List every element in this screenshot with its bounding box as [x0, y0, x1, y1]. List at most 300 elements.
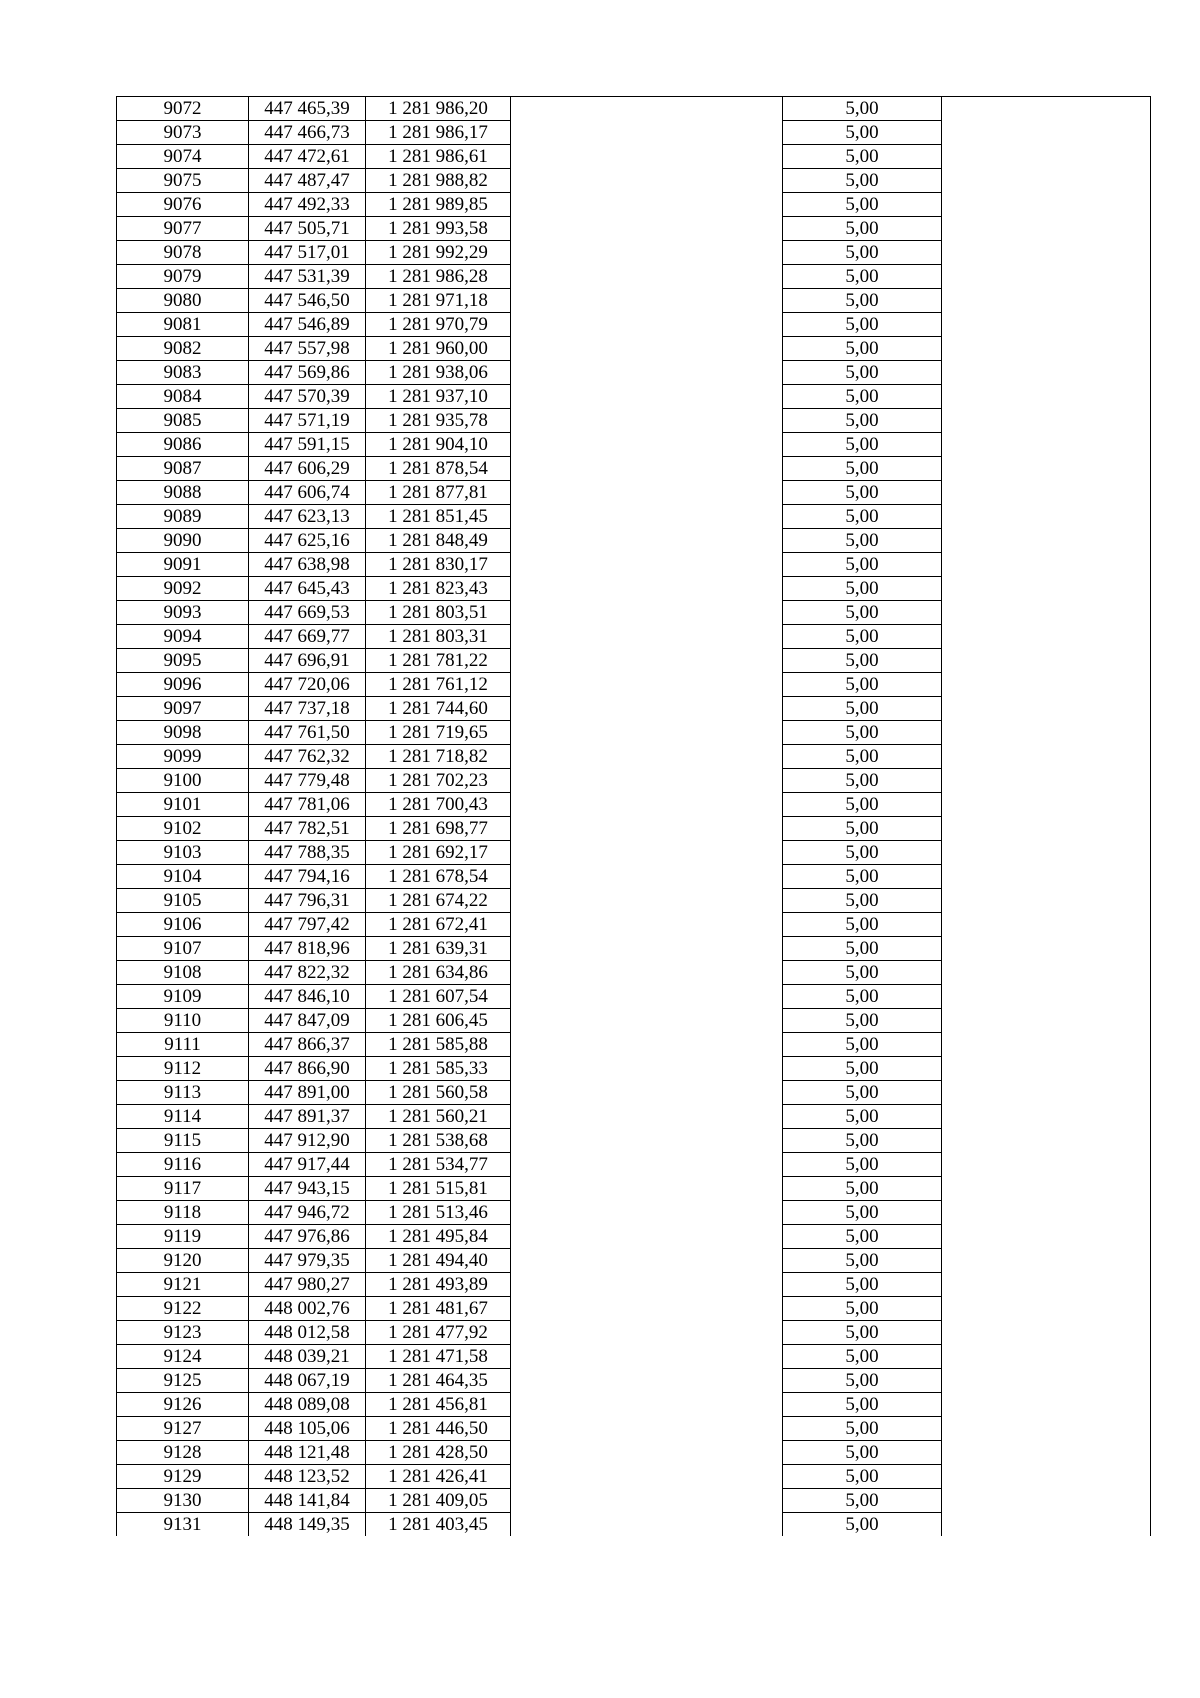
y-coordinate-cell: 1 281 904,10: [366, 433, 511, 457]
table-row: [117, 169, 1151, 193]
point-number-cell: 9127: [117, 1417, 249, 1441]
table-row: [117, 1369, 1151, 1393]
table-row: [117, 841, 1151, 865]
blank-cell: [511, 553, 783, 577]
x-coordinate-cell: 447 847,09: [249, 1009, 366, 1033]
point-number-cell: 9118: [117, 1201, 249, 1225]
point-number-cell: 9106: [117, 913, 249, 937]
table-row: [117, 793, 1151, 817]
blank-cell: [511, 1201, 783, 1225]
y-coordinate-cell: 1 281 513,46: [366, 1201, 511, 1225]
point-number-cell: 9116: [117, 1153, 249, 1177]
blank-cell: [942, 265, 1151, 289]
blank-cell: [942, 889, 1151, 913]
y-coordinate-cell: 1 281 538,68: [366, 1129, 511, 1153]
blank-cell: [942, 1225, 1151, 1249]
y-coordinate-cell: 1 281 761,12: [366, 673, 511, 697]
value-cell: 5,00: [783, 313, 942, 337]
blank-cell: [942, 241, 1151, 265]
blank-cell: [511, 1009, 783, 1033]
coordinates-table-container: [116, 96, 1151, 1536]
blank-cell: [942, 1441, 1151, 1465]
blank-cell: [942, 1369, 1151, 1393]
table-row: [117, 193, 1151, 217]
y-coordinate-cell: 1 281 464,35: [366, 1369, 511, 1393]
blank-cell: [942, 673, 1151, 697]
blank-cell: [511, 169, 783, 193]
x-coordinate-cell: 447 546,89: [249, 313, 366, 337]
x-coordinate-cell: 447 818,96: [249, 937, 366, 961]
x-coordinate-cell: 447 796,31: [249, 889, 366, 913]
y-coordinate-cell: 1 281 494,40: [366, 1249, 511, 1273]
blank-cell: [942, 433, 1151, 457]
point-number-cell: 9123: [117, 1321, 249, 1345]
point-number-cell: 9089: [117, 505, 249, 529]
blank-cell: [511, 793, 783, 817]
y-coordinate-cell: 1 281 803,51: [366, 601, 511, 625]
value-cell: 5,00: [783, 241, 942, 265]
point-number-cell: 9075: [117, 169, 249, 193]
blank-cell: [511, 673, 783, 697]
blank-cell: [942, 97, 1151, 121]
point-number-cell: 9074: [117, 145, 249, 169]
point-number-cell: 9113: [117, 1081, 249, 1105]
table-row: [117, 433, 1151, 457]
y-coordinate-cell: 1 281 692,17: [366, 841, 511, 865]
point-number-cell: 9128: [117, 1441, 249, 1465]
blank-cell: [942, 1201, 1151, 1225]
y-coordinate-cell: 1 281 986,20: [366, 97, 511, 121]
table-row: [117, 889, 1151, 913]
blank-cell: [511, 1417, 783, 1441]
y-coordinate-cell: 1 281 634,86: [366, 961, 511, 985]
table-row: [117, 721, 1151, 745]
value-cell: 5,00: [783, 601, 942, 625]
x-coordinate-cell: 448 089,08: [249, 1393, 366, 1417]
point-number-cell: 9131: [117, 1513, 249, 1537]
y-coordinate-cell: 1 281 878,54: [366, 457, 511, 481]
table-row: [117, 337, 1151, 361]
blank-cell: [942, 625, 1151, 649]
y-coordinate-cell: 1 281 960,00: [366, 337, 511, 361]
value-cell: 5,00: [783, 97, 942, 121]
table-row: [117, 1321, 1151, 1345]
blank-cell: [942, 1129, 1151, 1153]
point-number-cell: 9114: [117, 1105, 249, 1129]
value-cell: 5,00: [783, 1321, 942, 1345]
blank-cell: [942, 313, 1151, 337]
x-coordinate-cell: 447 917,44: [249, 1153, 366, 1177]
blank-cell: [942, 529, 1151, 553]
point-number-cell: 9110: [117, 1009, 249, 1033]
table-row: [117, 1129, 1151, 1153]
y-coordinate-cell: 1 281 992,29: [366, 241, 511, 265]
value-cell: 5,00: [783, 721, 942, 745]
y-coordinate-cell: 1 281 803,31: [366, 625, 511, 649]
blank-cell: [511, 217, 783, 241]
y-coordinate-cell: 1 281 988,82: [366, 169, 511, 193]
x-coordinate-cell: 447 979,35: [249, 1249, 366, 1273]
value-cell: 5,00: [783, 817, 942, 841]
value-cell: 5,00: [783, 865, 942, 889]
blank-cell: [511, 649, 783, 673]
x-coordinate-cell: 447 912,90: [249, 1129, 366, 1153]
table-row: [117, 1177, 1151, 1201]
value-cell: 5,00: [783, 937, 942, 961]
blank-cell: [511, 121, 783, 145]
point-number-cell: 9090: [117, 529, 249, 553]
y-coordinate-cell: 1 281 674,22: [366, 889, 511, 913]
x-coordinate-cell: 447 781,06: [249, 793, 366, 817]
y-coordinate-cell: 1 281 719,65: [366, 721, 511, 745]
point-number-cell: 9104: [117, 865, 249, 889]
value-cell: 5,00: [783, 841, 942, 865]
table-row: [117, 385, 1151, 409]
table-row: [117, 97, 1151, 121]
blank-cell: [511, 337, 783, 361]
blank-cell: [511, 745, 783, 769]
y-coordinate-cell: 1 281 970,79: [366, 313, 511, 337]
x-coordinate-cell: 447 487,47: [249, 169, 366, 193]
point-number-cell: 9081: [117, 313, 249, 337]
blank-cell: [942, 169, 1151, 193]
value-cell: 5,00: [783, 265, 942, 289]
y-coordinate-cell: 1 281 993,58: [366, 217, 511, 241]
point-number-cell: 9130: [117, 1489, 249, 1513]
point-number-cell: 9076: [117, 193, 249, 217]
blank-cell: [511, 1273, 783, 1297]
table-row: [117, 241, 1151, 265]
point-number-cell: 9073: [117, 121, 249, 145]
blank-cell: [511, 697, 783, 721]
table-row: [117, 1465, 1151, 1489]
y-coordinate-cell: 1 281 560,21: [366, 1105, 511, 1129]
y-coordinate-cell: 1 281 428,50: [366, 1441, 511, 1465]
y-coordinate-cell: 1 281 678,54: [366, 865, 511, 889]
blank-cell: [942, 553, 1151, 577]
blank-cell: [942, 793, 1151, 817]
point-number-cell: 9105: [117, 889, 249, 913]
x-coordinate-cell: 447 866,90: [249, 1057, 366, 1081]
blank-cell: [511, 1033, 783, 1057]
x-coordinate-cell: 447 696,91: [249, 649, 366, 673]
point-number-cell: 9077: [117, 217, 249, 241]
point-number-cell: 9111: [117, 1033, 249, 1057]
table-row: [117, 817, 1151, 841]
value-cell: 5,00: [783, 1081, 942, 1105]
blank-cell: [942, 817, 1151, 841]
x-coordinate-cell: 447 645,43: [249, 577, 366, 601]
point-number-cell: 9125: [117, 1369, 249, 1393]
blank-cell: [511, 1249, 783, 1273]
point-number-cell: 9100: [117, 769, 249, 793]
blank-cell: [942, 769, 1151, 793]
y-coordinate-cell: 1 281 606,45: [366, 1009, 511, 1033]
table-row: [117, 673, 1151, 697]
blank-cell: [942, 481, 1151, 505]
blank-cell: [942, 1321, 1151, 1345]
blank-cell: [942, 145, 1151, 169]
point-number-cell: 9094: [117, 625, 249, 649]
table-row: [117, 1153, 1151, 1177]
x-coordinate-cell: 447 946,72: [249, 1201, 366, 1225]
value-cell: 5,00: [783, 1369, 942, 1393]
x-coordinate-cell: 447 571,19: [249, 409, 366, 433]
y-coordinate-cell: 1 281 700,43: [366, 793, 511, 817]
point-number-cell: 9107: [117, 937, 249, 961]
y-coordinate-cell: 1 281 823,43: [366, 577, 511, 601]
point-number-cell: 9083: [117, 361, 249, 385]
table-row: [117, 1345, 1151, 1369]
table-row: [117, 625, 1151, 649]
y-coordinate-cell: 1 281 877,81: [366, 481, 511, 505]
point-number-cell: 9072: [117, 97, 249, 121]
y-coordinate-cell: 1 281 585,88: [366, 1033, 511, 1057]
value-cell: 5,00: [783, 1489, 942, 1513]
value-cell: 5,00: [783, 289, 942, 313]
x-coordinate-cell: 447 782,51: [249, 817, 366, 841]
y-coordinate-cell: 1 281 938,06: [366, 361, 511, 385]
value-cell: 5,00: [783, 1417, 942, 1441]
table-row: [117, 265, 1151, 289]
value-cell: 5,00: [783, 217, 942, 241]
blank-cell: [511, 241, 783, 265]
x-coordinate-cell: 447 606,29: [249, 457, 366, 481]
blank-cell: [511, 841, 783, 865]
table-row: [117, 697, 1151, 721]
value-cell: 5,00: [783, 169, 942, 193]
point-number-cell: 9078: [117, 241, 249, 265]
x-coordinate-cell: 447 720,06: [249, 673, 366, 697]
table-row: [117, 985, 1151, 1009]
blank-cell: [511, 865, 783, 889]
table-row: [117, 1393, 1151, 1417]
table-row: [117, 361, 1151, 385]
value-cell: 5,00: [783, 1057, 942, 1081]
x-coordinate-cell: 447 591,15: [249, 433, 366, 457]
blank-cell: [511, 457, 783, 481]
blank-cell: [942, 505, 1151, 529]
blank-cell: [942, 1009, 1151, 1033]
table-row: [117, 1057, 1151, 1081]
blank-cell: [942, 193, 1151, 217]
x-coordinate-cell: 447 492,33: [249, 193, 366, 217]
value-cell: 5,00: [783, 625, 942, 649]
y-coordinate-cell: 1 281 495,84: [366, 1225, 511, 1249]
blank-cell: [942, 1273, 1151, 1297]
blank-cell: [942, 649, 1151, 673]
blank-cell: [511, 193, 783, 217]
blank-cell: [942, 337, 1151, 361]
table-row: [117, 145, 1151, 169]
blank-cell: [942, 913, 1151, 937]
y-coordinate-cell: 1 281 718,82: [366, 745, 511, 769]
blank-cell: [942, 1057, 1151, 1081]
blank-cell: [942, 1249, 1151, 1273]
value-cell: 5,00: [783, 1225, 942, 1249]
point-number-cell: 9117: [117, 1177, 249, 1201]
table-body: [117, 97, 1151, 1537]
blank-cell: [942, 1489, 1151, 1513]
blank-cell: [511, 1105, 783, 1129]
x-coordinate-cell: 447 866,37: [249, 1033, 366, 1057]
value-cell: 5,00: [783, 1105, 942, 1129]
table-row: [117, 217, 1151, 241]
blank-cell: [942, 937, 1151, 961]
value-cell: 5,00: [783, 1249, 942, 1273]
table-row: [117, 121, 1151, 145]
x-coordinate-cell: 447 531,39: [249, 265, 366, 289]
point-number-cell: 9112: [117, 1057, 249, 1081]
y-coordinate-cell: 1 281 493,89: [366, 1273, 511, 1297]
blank-cell: [511, 1153, 783, 1177]
table-row: [117, 289, 1151, 313]
blank-cell: [511, 1441, 783, 1465]
y-coordinate-cell: 1 281 477,92: [366, 1321, 511, 1345]
blank-cell: [511, 1297, 783, 1321]
blank-cell: [511, 1225, 783, 1249]
y-coordinate-cell: 1 281 560,58: [366, 1081, 511, 1105]
y-coordinate-cell: 1 281 702,23: [366, 769, 511, 793]
x-coordinate-cell: 448 039,21: [249, 1345, 366, 1369]
blank-cell: [511, 289, 783, 313]
value-cell: 5,00: [783, 961, 942, 985]
table-row: [117, 409, 1151, 433]
value-cell: 5,00: [783, 1513, 942, 1537]
blank-cell: [511, 409, 783, 433]
point-number-cell: 9087: [117, 457, 249, 481]
blank-cell: [942, 1297, 1151, 1321]
point-number-cell: 9084: [117, 385, 249, 409]
blank-cell: [942, 1033, 1151, 1057]
value-cell: 5,00: [783, 1393, 942, 1417]
y-coordinate-cell: 1 281 986,17: [366, 121, 511, 145]
value-cell: 5,00: [783, 121, 942, 145]
blank-cell: [942, 361, 1151, 385]
table-row: [117, 745, 1151, 769]
table-row: [117, 769, 1151, 793]
value-cell: 5,00: [783, 337, 942, 361]
x-coordinate-cell: 448 121,48: [249, 1441, 366, 1465]
table-row: [117, 1081, 1151, 1105]
value-cell: 5,00: [783, 1153, 942, 1177]
value-cell: 5,00: [783, 553, 942, 577]
blank-cell: [942, 457, 1151, 481]
x-coordinate-cell: 447 466,73: [249, 121, 366, 145]
value-cell: 5,00: [783, 361, 942, 385]
value-cell: 5,00: [783, 409, 942, 433]
table-row: [117, 1489, 1151, 1513]
blank-cell: [511, 145, 783, 169]
y-coordinate-cell: 1 281 971,18: [366, 289, 511, 313]
value-cell: 5,00: [783, 193, 942, 217]
blank-cell: [942, 697, 1151, 721]
value-cell: 5,00: [783, 1273, 942, 1297]
table-row: [117, 1297, 1151, 1321]
value-cell: 5,00: [783, 985, 942, 1009]
point-number-cell: 9119: [117, 1225, 249, 1249]
blank-cell: [511, 1057, 783, 1081]
x-coordinate-cell: 447 762,32: [249, 745, 366, 769]
blank-cell: [511, 97, 783, 121]
blank-cell: [511, 817, 783, 841]
point-number-cell: 9097: [117, 697, 249, 721]
x-coordinate-cell: 447 976,86: [249, 1225, 366, 1249]
blank-cell: [511, 1081, 783, 1105]
blank-cell: [942, 1513, 1151, 1537]
x-coordinate-cell: 447 980,27: [249, 1273, 366, 1297]
blank-cell: [511, 1513, 783, 1537]
x-coordinate-cell: 447 472,61: [249, 145, 366, 169]
blank-cell: [511, 625, 783, 649]
x-coordinate-cell: 447 569,86: [249, 361, 366, 385]
x-coordinate-cell: 448 067,19: [249, 1369, 366, 1393]
blank-cell: [511, 481, 783, 505]
x-coordinate-cell: 447 557,98: [249, 337, 366, 361]
table-row: [117, 505, 1151, 529]
blank-cell: [511, 1321, 783, 1345]
table-row: [117, 1201, 1151, 1225]
x-coordinate-cell: 448 012,58: [249, 1321, 366, 1345]
value-cell: 5,00: [783, 385, 942, 409]
point-number-cell: 9102: [117, 817, 249, 841]
y-coordinate-cell: 1 281 986,28: [366, 265, 511, 289]
point-number-cell: 9121: [117, 1273, 249, 1297]
x-coordinate-cell: 448 105,06: [249, 1417, 366, 1441]
y-coordinate-cell: 1 281 456,81: [366, 1393, 511, 1417]
value-cell: 5,00: [783, 433, 942, 457]
point-number-cell: 9091: [117, 553, 249, 577]
blank-cell: [942, 1177, 1151, 1201]
x-coordinate-cell: 447 625,16: [249, 529, 366, 553]
x-coordinate-cell: 447 623,13: [249, 505, 366, 529]
x-coordinate-cell: 448 141,84: [249, 1489, 366, 1513]
table-row: [117, 1249, 1151, 1273]
y-coordinate-cell: 1 281 515,81: [366, 1177, 511, 1201]
table-row: [117, 601, 1151, 625]
x-coordinate-cell: 448 149,35: [249, 1513, 366, 1537]
x-coordinate-cell: 447 505,71: [249, 217, 366, 241]
blank-cell: [942, 1393, 1151, 1417]
point-number-cell: 9122: [117, 1297, 249, 1321]
blank-cell: [511, 361, 783, 385]
blank-cell: [942, 577, 1151, 601]
point-number-cell: 9115: [117, 1129, 249, 1153]
point-number-cell: 9124: [117, 1345, 249, 1369]
value-cell: 5,00: [783, 1441, 942, 1465]
value-cell: 5,00: [783, 505, 942, 529]
blank-cell: [511, 961, 783, 985]
blank-cell: [511, 601, 783, 625]
point-number-cell: 9126: [117, 1393, 249, 1417]
y-coordinate-cell: 1 281 830,17: [366, 553, 511, 577]
value-cell: 5,00: [783, 577, 942, 601]
y-coordinate-cell: 1 281 848,49: [366, 529, 511, 553]
x-coordinate-cell: 447 669,77: [249, 625, 366, 649]
point-number-cell: 9103: [117, 841, 249, 865]
blank-cell: [942, 721, 1151, 745]
x-coordinate-cell: 447 794,16: [249, 865, 366, 889]
y-coordinate-cell: 1 281 986,61: [366, 145, 511, 169]
point-number-cell: 9101: [117, 793, 249, 817]
x-coordinate-cell: 447 822,32: [249, 961, 366, 985]
blank-cell: [942, 1465, 1151, 1489]
table-row: [117, 1513, 1151, 1537]
table-row: [117, 649, 1151, 673]
value-cell: 5,00: [783, 745, 942, 769]
table-row: [117, 1441, 1151, 1465]
blank-cell: [942, 409, 1151, 433]
